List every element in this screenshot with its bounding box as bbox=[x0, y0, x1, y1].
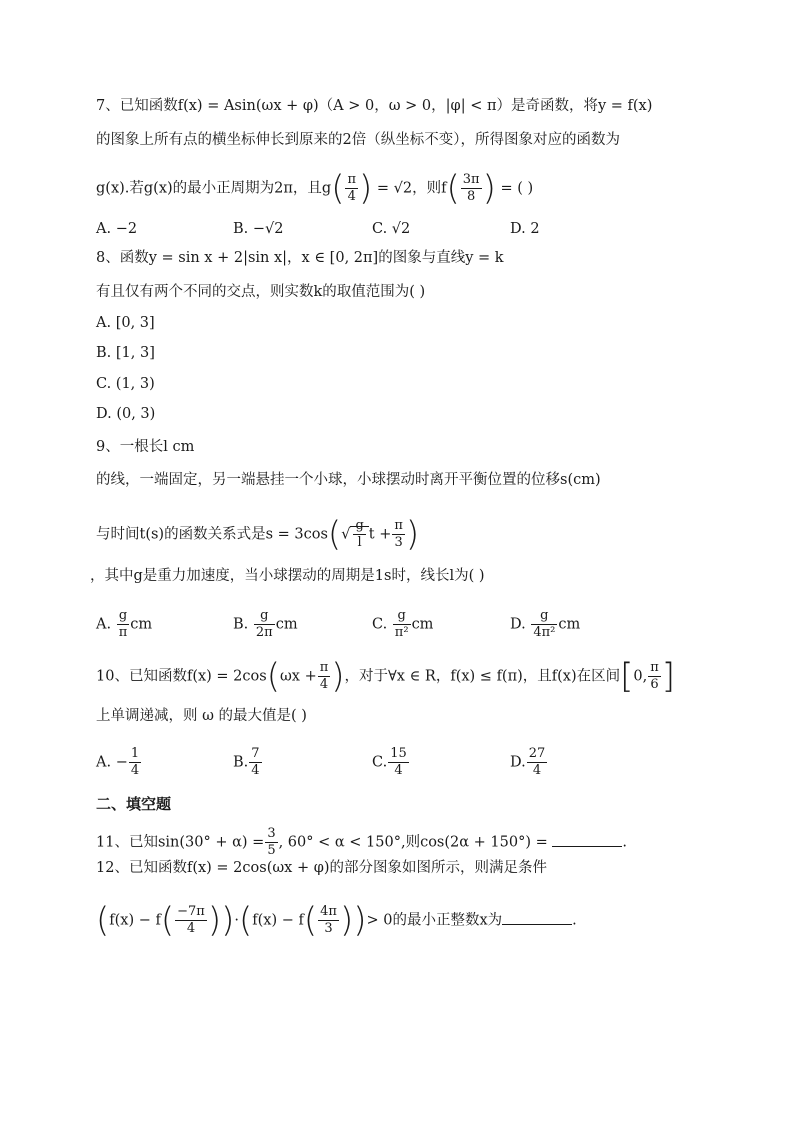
paren-open: ( bbox=[96, 900, 110, 941]
frac-num: π bbox=[394, 518, 403, 533]
frac-den: 3 bbox=[324, 921, 333, 936]
q8-option-d: D. (0, 3) bbox=[96, 406, 156, 422]
option-fraction bbox=[254, 608, 275, 641]
4pi-over-3-fraction bbox=[318, 904, 339, 937]
bracket-open: [ bbox=[620, 656, 634, 697]
frac-den: 8 bbox=[467, 189, 476, 204]
frac-den: 4 bbox=[319, 677, 329, 692]
option-unit: cm bbox=[130, 616, 153, 633]
frac-den: l bbox=[357, 535, 362, 550]
q9-line4: ，其中g是重力加速度，当小球摆动的周期是1s时，线长l为( ) bbox=[90, 568, 485, 584]
q7-option-c: C. √2 bbox=[372, 221, 411, 237]
option-label: A. − bbox=[96, 754, 128, 771]
q11-period: . bbox=[622, 834, 627, 851]
paren-open: ( bbox=[327, 514, 342, 555]
frac-num: 4π bbox=[320, 904, 337, 919]
q12-line2 bbox=[96, 900, 577, 941]
paren-close: ) bbox=[331, 656, 345, 697]
option-label: A. bbox=[96, 616, 112, 633]
q10-line1-part-c: ，对于∀x ∈ R，f(x) ≤ f(π)，且f(x)在区间 bbox=[344, 668, 621, 685]
paren-close: ) bbox=[207, 900, 222, 941]
option-fraction bbox=[117, 608, 130, 641]
option-unit: cm bbox=[275, 616, 298, 633]
q9-option-c bbox=[372, 608, 433, 641]
q7-line1: 7、已知函数f(x) = Asin(ωx + φ)（A > 0，ω > 0，|φ| < π）是奇函数，将y = f(x) bbox=[96, 98, 653, 114]
paren-open: ( bbox=[331, 168, 345, 209]
frac-den: 3 bbox=[394, 535, 403, 550]
q10-option-c bbox=[372, 746, 410, 779]
q10-option-a bbox=[96, 746, 142, 779]
option-label: D. bbox=[510, 616, 526, 633]
paren-close: ) bbox=[353, 900, 367, 941]
q7-fraction-3pi-over-8 bbox=[461, 172, 482, 205]
q7-option-b: B. −√2 bbox=[233, 221, 284, 237]
frac-num: g bbox=[355, 518, 364, 533]
q10-option-d bbox=[510, 746, 548, 779]
q8-option-a: A. [0, 3] bbox=[96, 315, 155, 331]
pi-over-6-fraction bbox=[648, 660, 661, 693]
frac-den: π² bbox=[394, 625, 409, 640]
q12-expr-c: > 0的最小正整数x为 bbox=[366, 912, 503, 929]
paren-open: ( bbox=[303, 900, 318, 941]
q9-option-a bbox=[96, 608, 152, 641]
option-fraction bbox=[393, 608, 411, 641]
frac-num: g bbox=[117, 608, 130, 625]
q9-line2: 的线，一端固定，另一端悬挂一个小球，小球摆动时离开平衡位置的位移s(cm) bbox=[96, 472, 601, 488]
paren-close: ) bbox=[339, 900, 354, 941]
pi-over-4-fraction bbox=[318, 660, 331, 693]
q10-line1 bbox=[96, 656, 676, 697]
q8-option-c: C. (1, 3) bbox=[96, 376, 155, 392]
q9-line1: 9、一根长l cm bbox=[96, 439, 195, 455]
answer-blank[interactable] bbox=[552, 832, 622, 847]
q9-option-d bbox=[510, 608, 580, 641]
section-title: 二、填空题 bbox=[96, 795, 172, 813]
q8-line2: 有且仅有两个不同的交点，则实数k的取值范围为( ) bbox=[96, 284, 426, 300]
frac-num: g bbox=[531, 608, 557, 625]
frac-num: 15 bbox=[390, 746, 407, 761]
q9-option-b bbox=[233, 608, 298, 641]
q7-line3-part-a: g(x).若g(x)的最小正周期为2π，且g bbox=[96, 180, 332, 197]
frac-num: 7 bbox=[251, 746, 260, 761]
paren-open: ( bbox=[238, 900, 253, 941]
option-fraction bbox=[249, 746, 261, 779]
option-fraction bbox=[531, 608, 557, 641]
q10-option-b bbox=[233, 746, 263, 779]
q12-expr-a: f(x) − f bbox=[109, 912, 161, 929]
paren-open: ( bbox=[446, 168, 460, 209]
frac-num: 27 bbox=[528, 746, 546, 761]
q12-expr-b: f(x) − f bbox=[252, 912, 304, 929]
frac-den: 4 bbox=[532, 763, 542, 778]
frac-num: π bbox=[347, 172, 357, 187]
frac-num: 1 bbox=[130, 746, 140, 761]
q7-line2: 的图象上所有点的横坐标伸长到原来的2倍（纵坐标不变），所得图象对应的函数为 bbox=[96, 132, 620, 148]
option-unit: cm bbox=[558, 616, 581, 633]
q12-line1: 12、已知函数f(x) = 2cos(ωx + φ)的部分图象如图所示，则满足条件 bbox=[96, 860, 548, 876]
neg-7pi-over-4-fraction bbox=[175, 904, 207, 937]
q10-line1-part-a: 10、已知函数f(x) = 2cos bbox=[96, 668, 267, 685]
option-fraction bbox=[129, 746, 141, 779]
pi-over-3-fraction bbox=[392, 518, 405, 551]
q11-part-a: 11、已知sin(30° + α) = bbox=[96, 834, 265, 851]
omega-x-plus: ωx + bbox=[279, 668, 317, 685]
q9-line3-part-a: 与时间t(s)的函数关系式是s = 3cos bbox=[96, 526, 328, 543]
q8-line1: 8、函数y = sin x + 2|sin x|，x ∈ [0, 2π]的图象与直线y = k bbox=[96, 250, 504, 266]
frac-den: 4 bbox=[251, 763, 260, 778]
q7-line3-part-c: = ( ) bbox=[500, 180, 534, 197]
q11-line bbox=[96, 826, 627, 859]
sqrt-expression: √ $\frac{g}{l}$ bbox=[341, 518, 369, 551]
three-fifths-fraction bbox=[265, 826, 277, 859]
q7-line3-part-b: = √2，则f bbox=[376, 180, 447, 197]
frac-num: g bbox=[254, 608, 275, 625]
option-unit: cm bbox=[411, 616, 434, 633]
frac-den: 4 bbox=[394, 763, 403, 778]
q7-option-a: A. −2 bbox=[96, 221, 138, 237]
t-plus: t + bbox=[368, 526, 392, 543]
frac-den: 4 bbox=[347, 189, 356, 204]
g-over-l-fraction bbox=[353, 518, 365, 551]
option-label: C. bbox=[372, 754, 388, 771]
frac-den: 4 bbox=[186, 921, 196, 936]
option-label: B. bbox=[233, 616, 249, 633]
frac-den: π bbox=[118, 625, 128, 640]
bracket-close: ] bbox=[661, 656, 676, 697]
option-label: B. bbox=[233, 754, 249, 771]
paren-open: ( bbox=[266, 656, 280, 697]
option-label: D. bbox=[510, 754, 526, 771]
q10-line2: 上单调递减，则 ω 的最大值是( ) bbox=[96, 708, 307, 724]
frac-den: 6 bbox=[650, 677, 659, 692]
q7-line3 bbox=[96, 168, 534, 209]
paren-close: ) bbox=[221, 900, 235, 941]
q9-line3 bbox=[96, 514, 420, 555]
frac-den: 5 bbox=[267, 843, 276, 858]
paren-close: ) bbox=[359, 168, 373, 209]
frac-den: 4π² bbox=[533, 625, 556, 640]
q11-part-b: , 60° < α < 150°,则cos(2α + 150°) = bbox=[278, 834, 548, 851]
multiply-dot: · bbox=[234, 912, 239, 929]
option-label: C. bbox=[372, 616, 388, 633]
frac-num: 3π bbox=[462, 172, 480, 187]
frac-den: 2π bbox=[255, 625, 273, 640]
option-fraction bbox=[527, 746, 548, 779]
frac-num: π bbox=[650, 660, 659, 675]
frac-num: −7π bbox=[177, 904, 205, 919]
interval-start: 0, bbox=[633, 668, 648, 685]
q8-option-b: B. [1, 3] bbox=[96, 345, 155, 361]
q7-fraction-pi-over-4 bbox=[345, 172, 358, 205]
option-fraction bbox=[388, 746, 409, 779]
paren-close: ) bbox=[482, 168, 496, 209]
paren-open: ( bbox=[160, 900, 175, 941]
answer-blank[interactable] bbox=[502, 910, 572, 925]
q12-period: . bbox=[572, 912, 577, 929]
frac-den: 4 bbox=[130, 763, 140, 778]
frac-num: g bbox=[393, 608, 411, 625]
frac-num: 3 bbox=[267, 826, 276, 841]
q7-option-d: D. 2 bbox=[510, 221, 540, 237]
paren-close: ) bbox=[405, 514, 420, 555]
frac-num: π bbox=[319, 660, 329, 675]
